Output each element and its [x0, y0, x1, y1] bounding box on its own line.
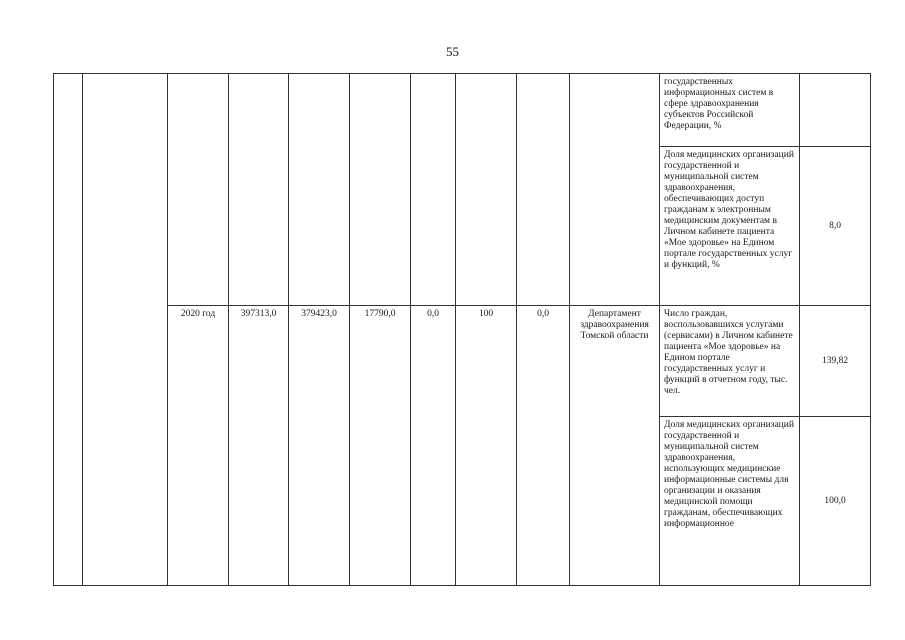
percent-value: 100	[478, 309, 494, 319]
year-cell	[168, 74, 229, 306]
total-cell	[229, 74, 289, 306]
page-number: 55	[446, 44, 459, 59]
regional-budget-value: 17790,0	[364, 309, 396, 319]
table-row	[54, 74, 871, 147]
indicator-value: 8,0	[800, 147, 871, 306]
table-row	[54, 306, 871, 417]
indicator-text: государственных информационных систем в сфере здравоохранения субъектов Российской Федерации, %	[664, 77, 774, 131]
indicator-value: 100,0	[800, 417, 871, 586]
indicator-value	[800, 74, 871, 147]
local-budget-value: 0,0	[427, 309, 439, 319]
indicator-text: Число граждан, воспользовавшихся услугами (сервисами) в Личном кабинете пациента «Мое здоровье» на Едином портале государственных услуг и функций в отчетном году, тыс. чел.	[664, 309, 793, 396]
executor-cell	[570, 74, 660, 306]
indicator-text: Доля медицинских организаций государственной и муниципальной систем здравоохранения, использующих медицинские информационные системы для организации и оказания медицинской помощи гражданам, обеспечивающих информационное	[664, 420, 794, 529]
total-cell	[229, 306, 289, 586]
local-budget-cell	[411, 306, 456, 586]
year-cell	[168, 306, 229, 586]
indicator-cell	[660, 306, 800, 417]
federal-budget-value: 379423,0	[301, 309, 337, 319]
regional-budget-cell	[350, 306, 411, 586]
executor-text: Департамент здравоохранения Томской области	[580, 309, 649, 341]
indicator-cell	[660, 74, 800, 147]
program-table	[53, 73, 871, 586]
percent-cell	[456, 306, 517, 586]
indicator-cell	[660, 417, 800, 586]
indicator-cell	[660, 147, 800, 306]
percent-cell	[456, 74, 517, 306]
local-budget-cell	[411, 74, 456, 306]
indicator-text: Доля медицинских организаций государственной и муниципальной систем здравоохранения, обеспечивающих доступ гражданам к электронным медицинским документам в Личном кабинете пациента «Мое здоровье» на Едином портале государственных услуг и функций, %	[664, 150, 794, 270]
federal-budget-cell	[289, 74, 350, 306]
other-sources-value: 0,0	[537, 309, 549, 319]
indicator-value: 139,82	[800, 306, 871, 417]
total-value: 397313,0	[240, 309, 277, 319]
year-text: 2020 год	[180, 309, 216, 319]
measure-name-cell	[83, 74, 168, 586]
number-cell	[54, 74, 83, 586]
executor-cell	[570, 306, 660, 586]
other-sources-cell	[517, 74, 570, 306]
federal-budget-cell	[289, 306, 350, 586]
other-sources-cell	[517, 306, 570, 586]
regional-budget-cell	[350, 74, 411, 306]
